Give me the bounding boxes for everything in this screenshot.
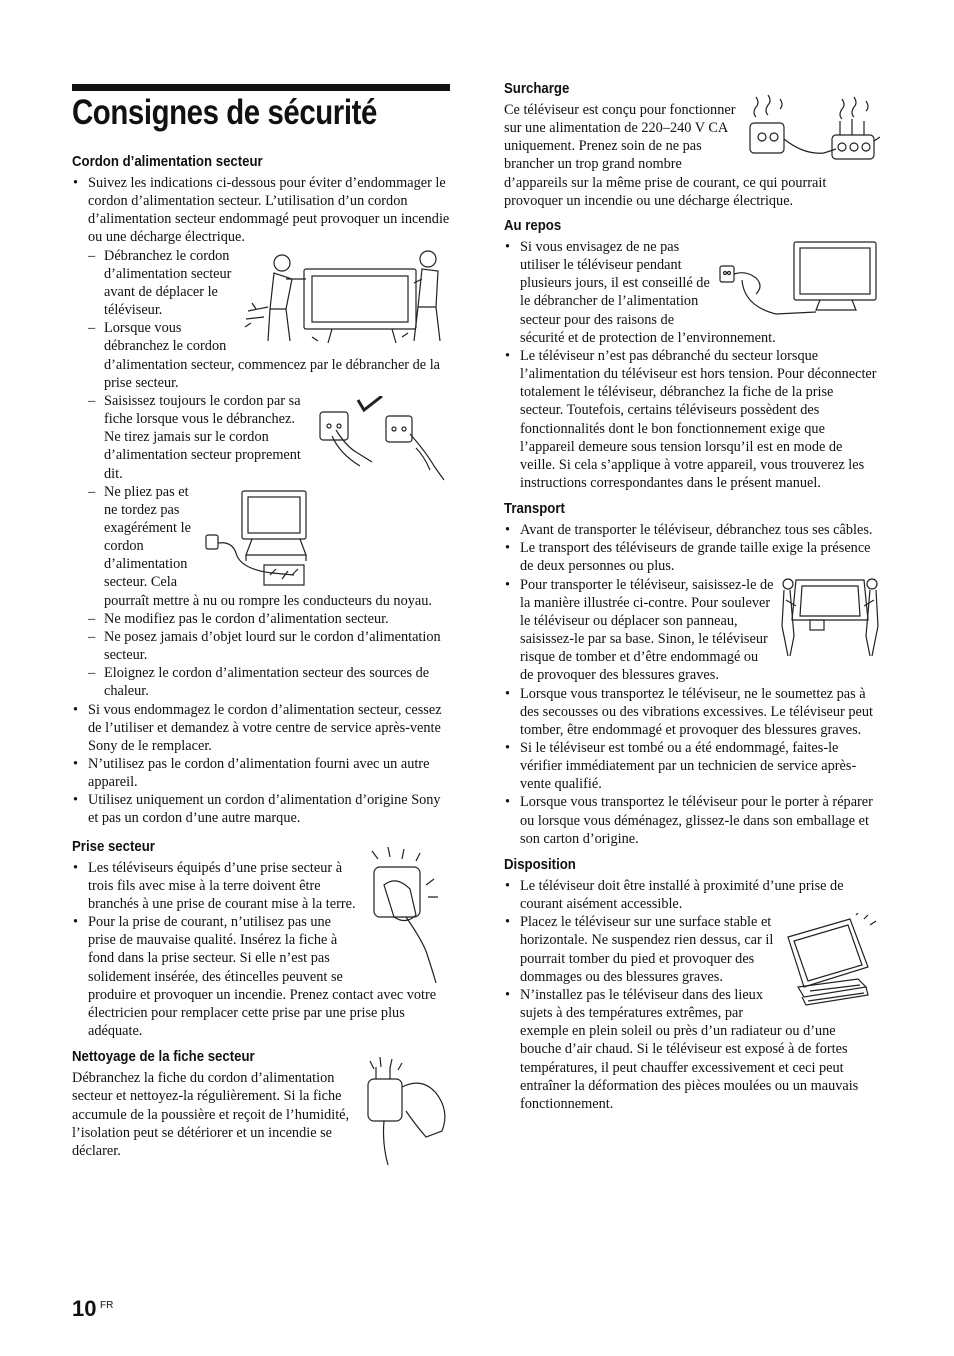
heading-nettoyage: Nettoyage de la fiche secteur [72,1048,255,1066]
transport-b1: • Avant de transporter le téléviseur, débranchez tous ses câbles. [504,521,880,539]
cordon-intro: • Suivez les indications ci-dessous pour éviter d’endommager le cordon d’alimentation secteur. L’utilisation d’un cordon d’alimentation secteur endommagé peut provoquer un incendie ou une décharge électrique. [72,174,452,247]
left-column [72,146,452,1167]
cordon-d5: – Ne modifiez pas le cordon d’alimentation secteur. [72,610,452,628]
cordon-d3: – Saisissez toujours le cordon par sa fiche lorsque vous le débranchez. Ne tirez jamais sur le cordon d’alimentation secteur proprement dit. [72,392,452,483]
heading-repos: Au repos [504,216,562,234]
nettoyage-text: Débranchez la fiche du cordon d’alimentation secteur et nettoyez-la régulièrement. Si la fiche accumule de la poussière et reçoit de l’humidité, l’isolation peut se détériorer et un incendie se déclarer. [72,1070,350,1159]
transport-b2: • Le transport des téléviseurs de grande taille exige la présence de deux personnes ou plus. [504,539,880,575]
heading-transport: Transport [504,500,565,518]
cordon-d6: – Ne posez jamais d’objet lourd sur le cordon d’alimentation secteur. [72,628,452,664]
transport-b6: • Lorsque vous transportez le téléviseur pour le porter à réparer ou lorsque vous déménagez, glissez-le dans son emballage et son carton d’origine. [504,793,880,847]
cordon-d4: – Ne pliez pas et ne tordez pas exagérément le cordon d’alimentation secteur. Cela pourraît mettre à nu ou rompre les conducteurs du noyau. [72,483,452,610]
page-language: FR [100,1300,114,1311]
disposition-b3: • N’installez pas le téléviseur dans des lieux sujets à des températures extrêmes, par exemple en plein soleil ou près d’un radiateur ou d’une bouche d’air chaud. Si le téléviseur est exposé à de fortes températures, il peut chauffer excessivement et ceci peut entraîner la déformation des pièces moulées ou un mauvais fonctionnement. [504,986,880,1113]
transport-b3: • Pour transporter le téléviseur, saisissez-le de la manière illustrée ci-contre. Pour soulever le téléviseur ou déplacer son panneau, saisissez-le par sa base. Sinon, le téléviseur risque de tomber et d’être endommagé ou de provoquer des blessures graves. [504,576,880,685]
surcharge-text: Ce téléviseur est conçu pour fonctionner sur une alimentation de 220–240 V CA uniquement. Prenez soin de ne pas brancher un trop grand nombre d’appareils sur la même prise de courant, ce qui pourrait provoquer un incendie ou une décharge électrique. [504,102,827,209]
transport-b5: • Si le téléviseur est tombé ou a été endommagé, faites-le vérifier immédiatement par un technicien de service après-vente qualifié. [504,739,880,793]
cordon-b4: • Utilisez uniquement un cordon d’alimentation d’origine Sony et pas un cordon d’une autre marque. [72,791,452,827]
heading-disposition: Disposition [504,855,576,873]
right-column [504,73,880,1113]
title-rule [72,84,450,91]
heading-prise: Prise secteur [72,837,155,855]
repos-b1: • Si vous envisagez de ne pas utiliser le téléviseur pendant plusieurs jours, il est conseillé de le débrancher de l’alimentation secteur pour des raisons de sécurité et de protection de l’environnement. [504,238,880,347]
cordon-d1: – Débranchez le cordon d’alimentation secteur avant de déplacer le téléviseur. [72,247,452,320]
cordon-d7: – Eloignez le cordon d’alimentation secteur des sources de chaleur. [72,664,452,700]
disposition-b1: • Le téléviseur doit être installé à proximité d’une prise de courant aisément accessible. [504,877,880,913]
heading-cordon: Cordon d’alimentation secteur [72,153,263,170]
cordon-b2: • Si vous endommagez le cordon d’alimentation secteur, cessez de l’utiliser et demandez à votre centre de service après-vente Sony de le remplacer. [72,701,452,755]
overload-illustration [744,93,880,173]
heading-surcharge: Surcharge [504,80,570,97]
page-title: Consignes de sécurité [72,93,377,132]
clean-plug-illustration [362,1053,452,1167]
prise-b1: • Les téléviseurs équipés d’une prise secteur à trois fils avec mise à la terre doivent être branchés à une prise de courant mise à la terre. [72,859,452,913]
transport-b4: • Lorsque vous transportez le téléviseur, ne le soumettez pas à des secousses ou des vibrations excessives. Le téléviseur peut tomber, être endommagé et provoquer des blessures graves. [504,685,880,739]
cordon-d2: – Lorsque vous débranchez le cordon d’alimentation secteur, commencez par le débrancher de la prise secteur. [72,319,452,392]
prise-b2: • Pour la prise de courant, n’utilisez pas une prise de mauvaise qualité. Insérez la fiche à fond dans la prise secteur. Si elle n’est pas solidement insérée, des étincelles peuvent se produire et provoquer un incendie. Prenez contact avec votre électricien pour remplacer cette prise par une prise plus adéquate. [72,913,452,1040]
repos-b2: • Le téléviseur n’est pas débranché du secteur lorsque l’alimentation du téléviseur est hors tension. Pour déconnecter totalement le téléviseur, débranchez la fiche de la prise secteur. Toutefois, certains téléviseurs possèdent des fonctionnalités dont le bon fonctionnement exige que l’appareil demeure sous tension lorsqu’il est en mode de veille. Si cela s’applique à votre appareil, vous trouverez les instructions correspondantes dans le présent manuel. [504,347,880,492]
cordon-b3: • N’utilisez pas le cordon d’alimentation fourni avec un autre appareil. [72,755,452,791]
disposition-b2: • Placez le téléviseur sur une surface stable et horizontale. Ne suspendez rien dessus, car il pourrait tomber du pied et provoquer des dommages ou des blessures graves. [504,913,880,986]
page-number: 10 [72,1296,97,1321]
